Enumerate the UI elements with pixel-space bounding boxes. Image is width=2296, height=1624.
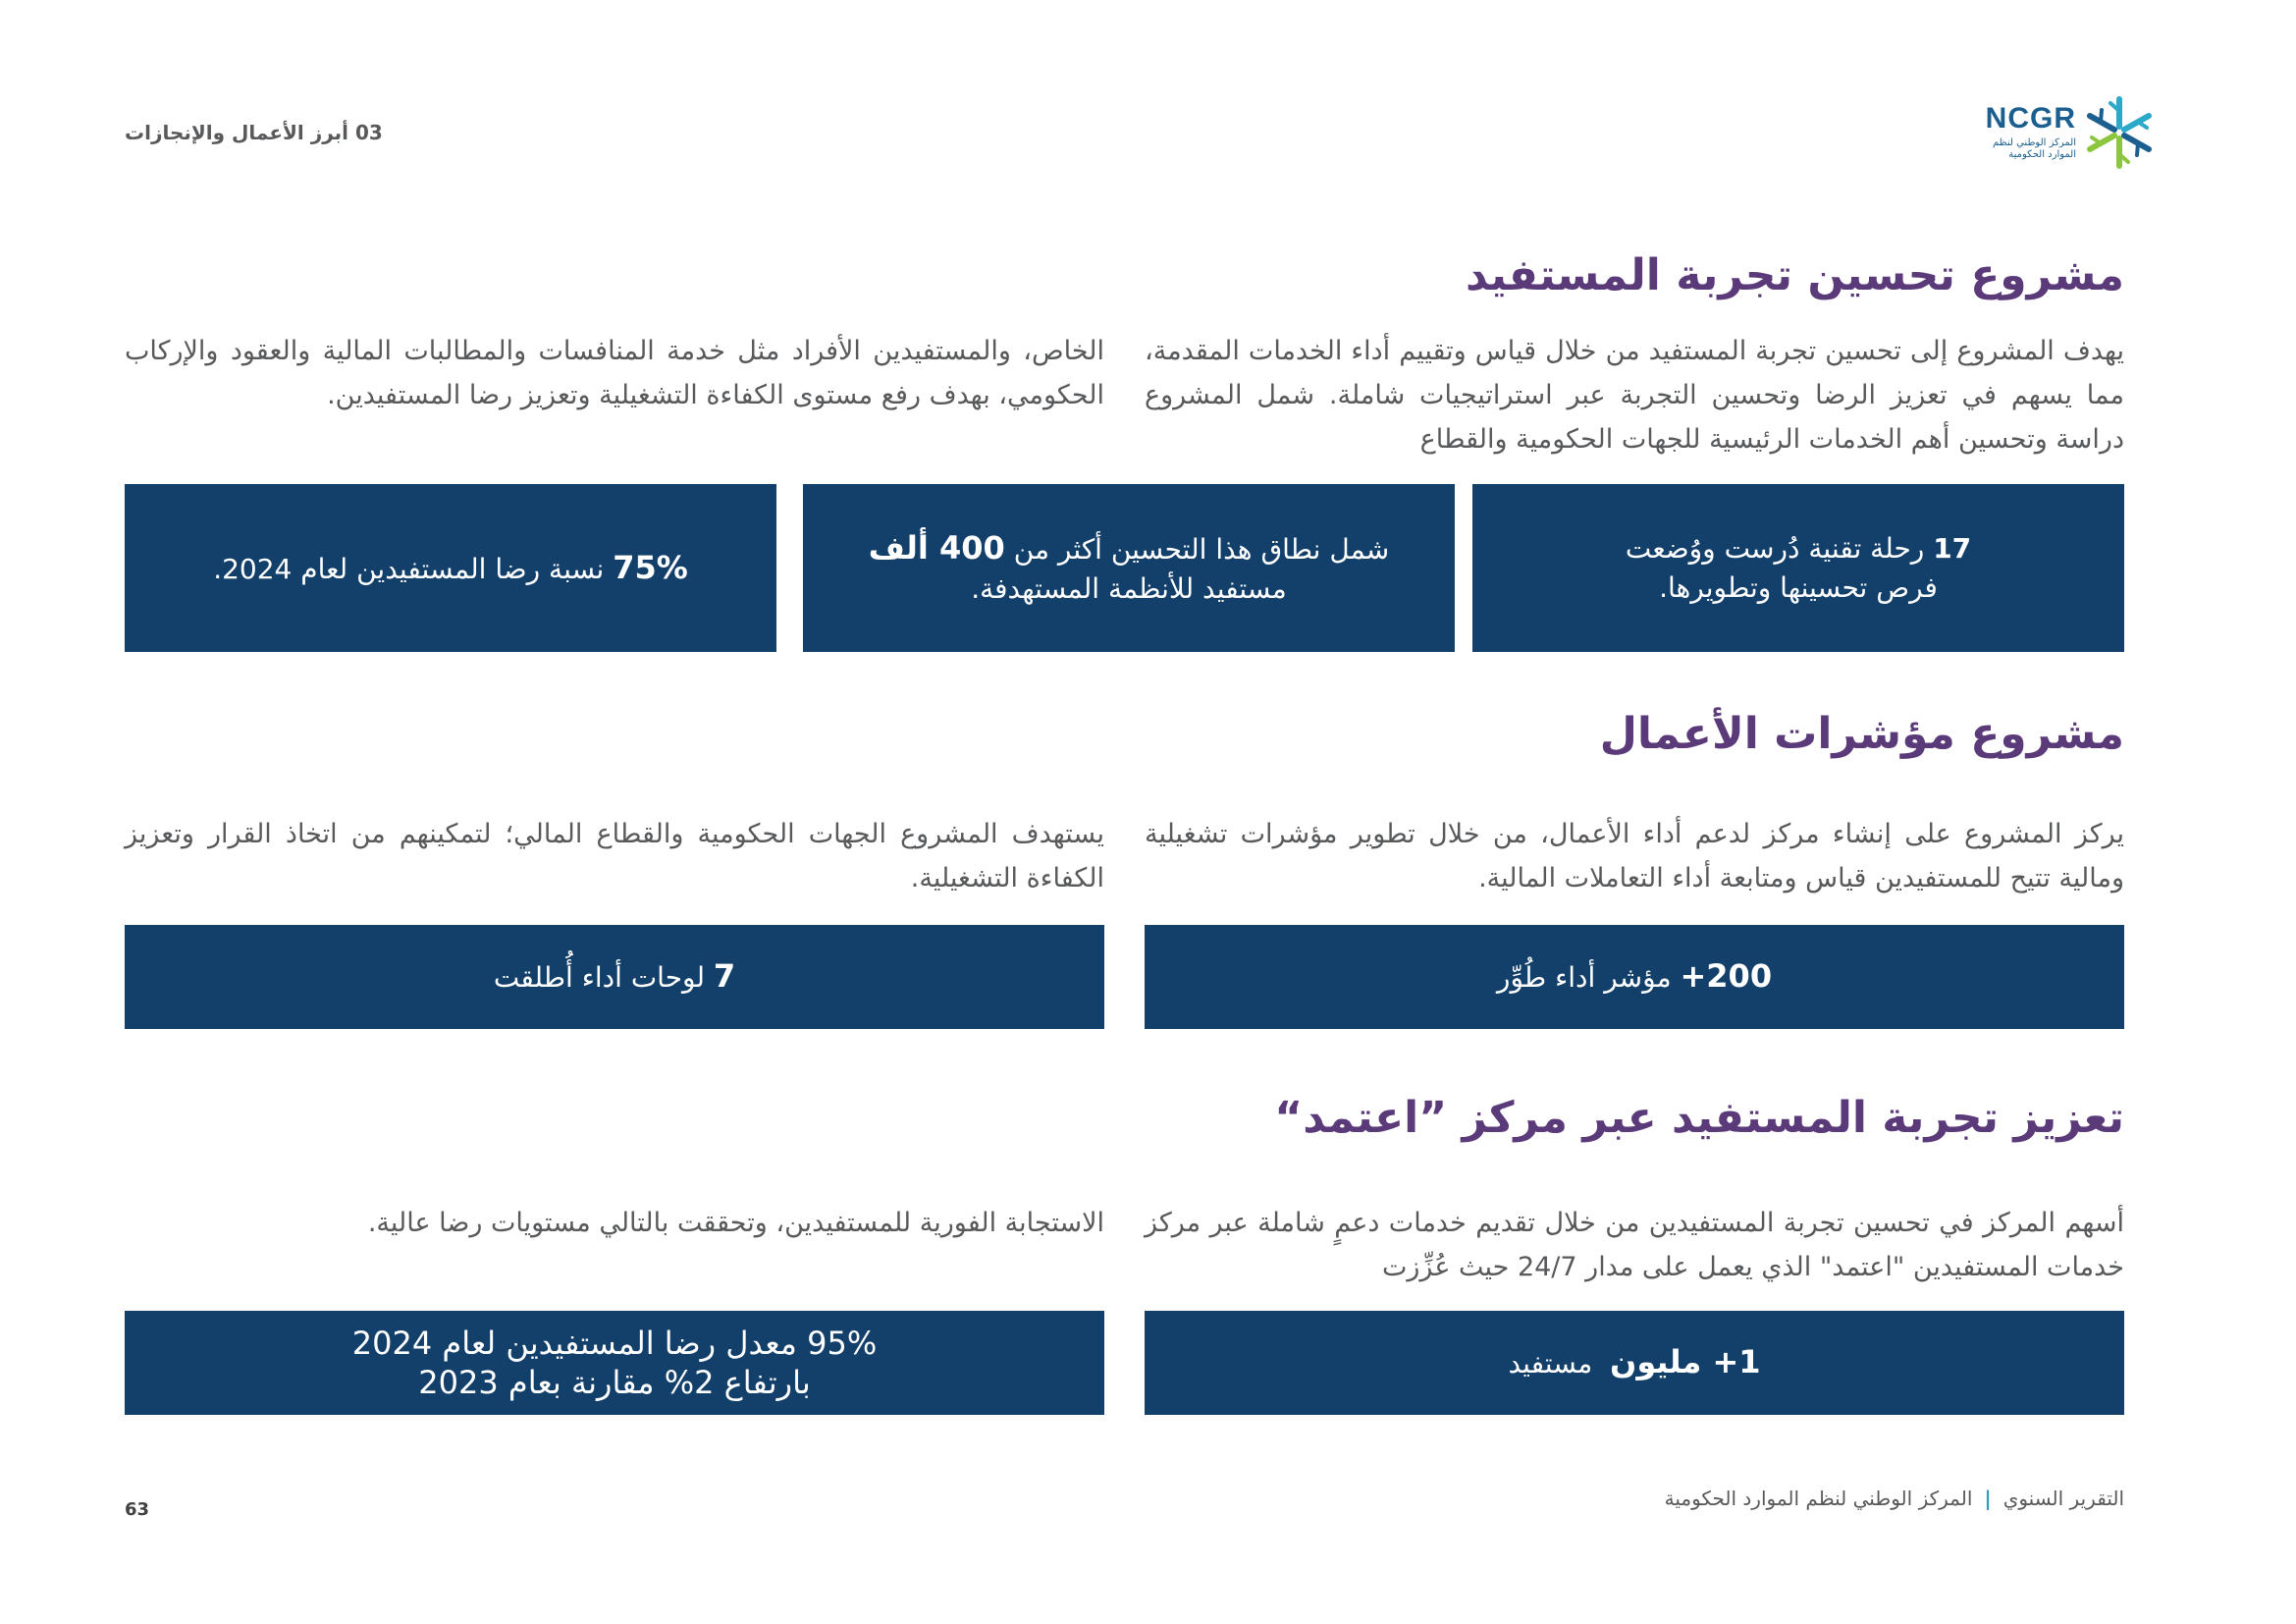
stat-label: رحلة تقنية دُرست ووُضعت: [1625, 531, 1925, 565]
section-label: 03 أبرز الأعمال والإنجازات: [125, 121, 383, 144]
section3-paragraph-right: أسهم المركز في تحسين تجربة المستفيدين من خلال تقديم خدمات دعمٍ شاملة عبر مركز خدمات المستفيدين "اعتمد" الذي يعمل على مدار 24/7 حيث عُزِّزت: [1145, 1208, 2124, 1282]
logo-name-line1: المركز الوطني لنظم: [1993, 137, 2076, 148]
stat-label: نسبة رضا المستفيدين لعام 2024.: [213, 552, 605, 585]
footer-credit: [1665, 1487, 2124, 1510]
section2-paragraph-left: يستهدف المشروع الجهات الحكومية والقطاع المالي؛ لتمكينهم من اتخاذ القرار وتعزيز الكفاءة التشغيلية.: [125, 819, 1104, 893]
stat-line1: [869, 528, 1389, 569]
snowflake-logo-icon: [2080, 88, 2159, 177]
stat-box-tech-journeys: [1472, 484, 2124, 652]
stat-line2: فرص تحسينها وتطويرها.: [1659, 570, 1938, 604]
ncgr-logo: [1982, 88, 2159, 177]
section2-paragraph-right: يركز المشروع على إنشاء مركز لدعم أداء الأعمال، من خلال تطوير مؤشرات تشغيلية ومالية تتيح للمستفيدين قياس ومتابعة أداء التعاملات المالية.: [1145, 819, 2124, 893]
section1-title: مشروع تحسين تجربة المستفيد: [1466, 250, 2124, 300]
stat-line1: 95% معدل رضا المستفيدين لعام 2024: [351, 1325, 878, 1362]
stat-label: شمل نطاق هذا التحسين أكثر من: [1013, 532, 1390, 566]
stat-label: لوحات أداء أُطلقت: [493, 961, 706, 994]
stat-line2: بارتفاع 2% مقارنة بعام 2023: [418, 1364, 811, 1401]
logo-name-line2: الموارد الحكومية: [2008, 149, 2076, 160]
footer-org-name: المركز الوطني لنظم الموارد الحكومية: [1664, 1487, 1973, 1510]
stat-value: 1+ مليون: [1610, 1343, 1761, 1380]
logo-abbreviation: NCGR: [1985, 102, 2076, 135]
footer-report-label: التقرير السنوي: [2002, 1487, 2124, 1510]
section3-paragraph-left: الاستجابة الفورية للمستفيدين، وتحققت بالتالي مستويات رضا عالية.: [367, 1208, 1104, 1238]
stat-box-satisfaction: [125, 484, 776, 652]
stat-value: 200+: [1680, 957, 1773, 995]
stat-value: 17: [1933, 531, 1972, 565]
section1-paragraph-right: يهدف المشروع إلى تحسين تجربة المستفيد من خلال قياس وتقييم أداء الخدمات المقدمة، مما يسهم في تعزيز الرضا وتحسين التجربة عبر استراتيجيات شاملة. شمل المشروع دراسة وتحسين أهم الخدمات الرئيسية للجهات الحكومية والقطاع: [1145, 336, 2124, 455]
stat-value: 75%: [613, 548, 688, 586]
footer-separator: |: [1984, 1487, 1992, 1510]
stat-value: 400 ألف: [868, 528, 1005, 567]
section1-paragraph-left: الخاص، والمستفيدين الأفراد مثل خدمة المنافسات والمطالبات المالية والعقود والإركاب الحكومي، بهدف رفع مستوى الكفاءة التشغيلية وتعزيز رضا المستفيدين.: [125, 336, 1104, 410]
stat-box-million-beneficiaries: [1145, 1311, 2124, 1415]
stat-value: 7: [713, 957, 736, 995]
stat-box-satisfaction-rate: [125, 1311, 1104, 1415]
stat-line2: مستفيد للأنظمة المستهدفة.: [971, 571, 1287, 605]
section2-title: مشروع مؤشرات الأعمال: [1599, 709, 2124, 759]
section3-title: تعزيز تجربة المستفيد عبر مركز ”اعتمد“: [1274, 1093, 2124, 1143]
stat-box-beneficiaries: [803, 484, 1455, 652]
stat-label: مستفيد: [1508, 1347, 1593, 1380]
logo-org-name: [1978, 137, 2076, 161]
stat-line1: [1626, 529, 1971, 568]
stat-box-indicators: [1145, 925, 2124, 1029]
stat-box-dashboards: [125, 925, 1104, 1029]
page-number: 63: [125, 1499, 150, 1520]
stat-label: مؤشر أداء طُوِّر: [1496, 961, 1672, 994]
